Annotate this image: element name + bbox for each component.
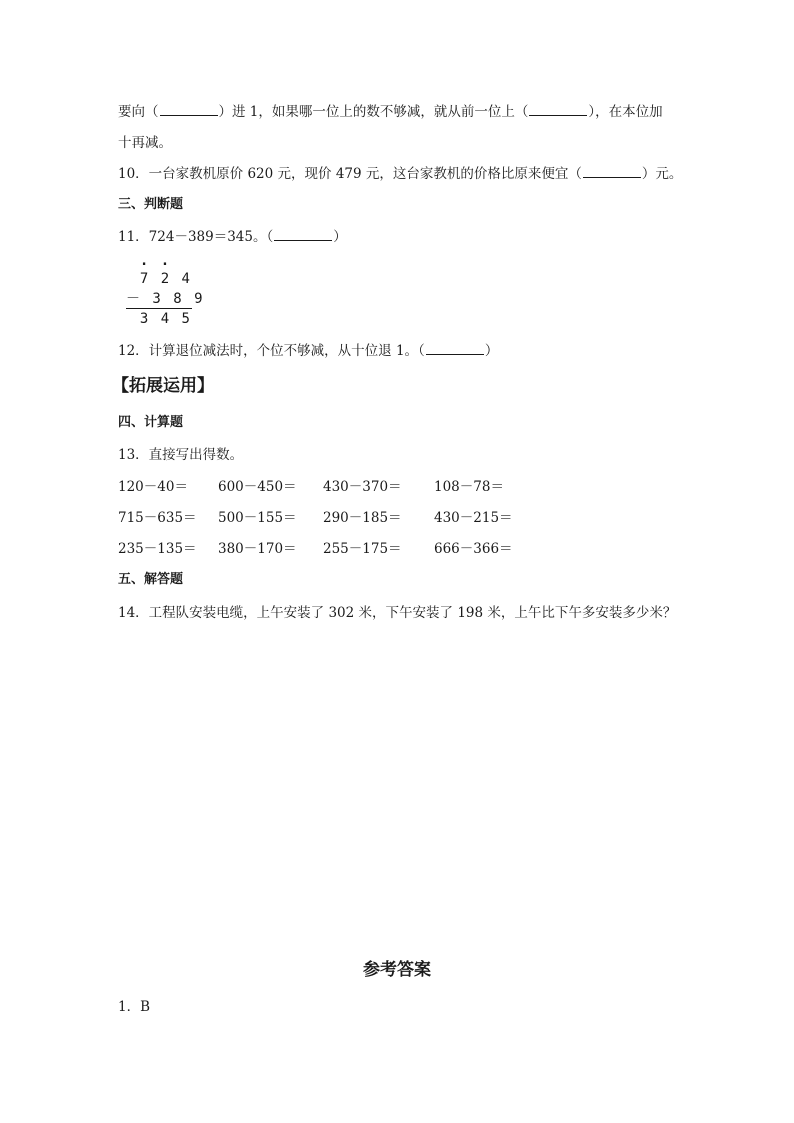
extension-heading: 【拓展运用】 (112, 376, 214, 396)
q9-line1 (118, 102, 663, 122)
q9-text-a: 要向（ (118, 104, 159, 120)
answer-1: 1．B (118, 999, 151, 1015)
calc-item: 290－185＝ (323, 510, 402, 526)
q10-text-b: ）元。 (641, 166, 683, 182)
q9-text-c: ），在本位加 (588, 104, 663, 120)
q14: 14．工程队安装电缆，上午安装了 302 米，下午安装了 198 米，上午比下午多安装多少米？ (118, 605, 677, 621)
calc-item: 108－78＝ (434, 479, 504, 495)
q11 (118, 227, 347, 247)
q11-text-a: 11．724－389＝345。（ (118, 229, 274, 245)
q11-text-b: ） (333, 229, 347, 245)
q12 (118, 341, 498, 361)
section-4-heading: 四、计算题 (118, 415, 184, 430)
calc-item: 430－370＝ (323, 479, 402, 495)
calc-item: 380－170＝ (218, 541, 297, 557)
q10-blank[interactable] (583, 164, 641, 178)
q9-blank-2[interactable] (529, 102, 587, 116)
subtrahend: － 3 8 9 (126, 291, 205, 307)
calc-item: 430－215＝ (434, 510, 513, 526)
q9-line2: 十再减。 (118, 135, 172, 151)
calc-item: 255－175＝ (323, 541, 402, 557)
q12-text-b: ） (484, 343, 499, 359)
calc-item: 600－450＝ (218, 479, 297, 495)
calc-item: 120－40＝ (118, 479, 188, 495)
q10-text-a: 10．一台家教机原价 620 元，现价 479 元，这台家教机的价格比原来便宜（ (118, 166, 582, 182)
calc-item: 666－366＝ (434, 541, 513, 557)
section-5-heading: 五、解答题 (118, 572, 184, 587)
minuend: 7 2 4 (139, 271, 192, 287)
q11-blank[interactable] (274, 227, 332, 241)
calc-item: 235－135＝ (118, 541, 197, 557)
answers-title: 参考答案 (363, 960, 431, 980)
q10 (118, 164, 682, 184)
section-3-heading: 三、判断题 (118, 197, 184, 212)
q11-vertical-subtraction (126, 253, 205, 330)
q13-title: 13．直接写出得数。 (118, 447, 244, 463)
difference: 3 4 5 (139, 311, 192, 327)
q12-blank[interactable] (426, 341, 484, 355)
calc-item: 715－635＝ (118, 510, 197, 526)
borrow-dots: . . (139, 253, 192, 269)
q9-blank-1[interactable] (160, 102, 218, 116)
calc-item: 500－155＝ (218, 510, 297, 526)
q12-text-a: 12．计算退位减法时，个位不够减，从十位退 1。（ (118, 343, 425, 359)
sum-line (126, 308, 192, 309)
q9-text-b: ）进 1，如果哪一位上的数不够减，就从前一位上（ (218, 104, 529, 120)
